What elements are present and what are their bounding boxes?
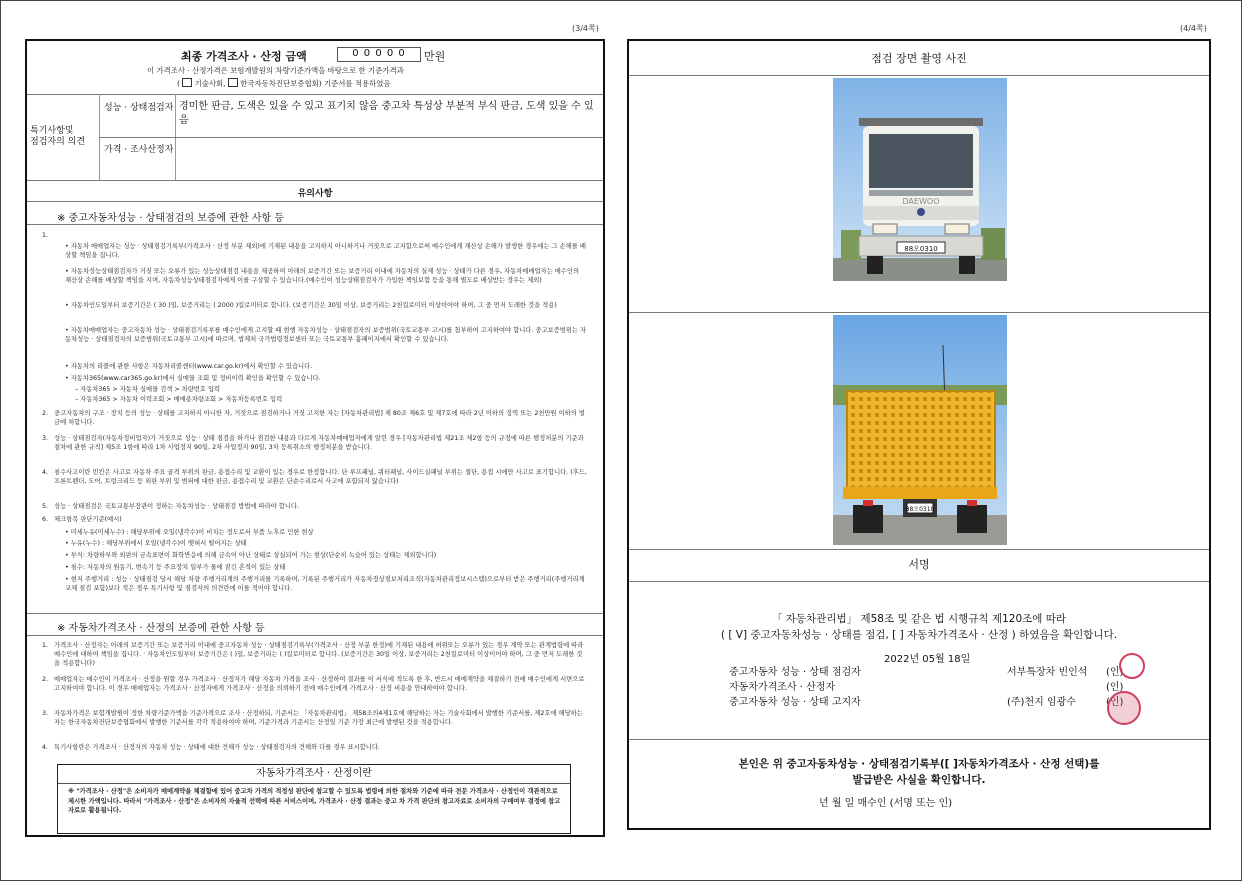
inspector-seal-mark: (인) (1106, 667, 1124, 678)
price-note-2b: 기술사회, (192, 79, 228, 88)
checkbox-tech-society[interactable] (182, 78, 192, 87)
price-note-2a: ( (177, 79, 183, 88)
list-item: • 자동차인도일부터 보증기간은 ( 30 )일, 보증거리는 ( 2000 )킬로미터로 합니다. (보증기간은 30일 이상, 보증거리는 2천킬로미터 이상이어야 하며, 그 중 먼저 도래한 것을 적용) (65, 302, 557, 309)
price-assessor-label: 가격 · 조사산정자 (104, 145, 174, 155)
checkbox-korea-association[interactable] (228, 78, 238, 87)
remarks-label-line-1: 특기사항및 (30, 126, 74, 136)
item-number: 2. (42, 410, 49, 417)
divider (27, 635, 603, 636)
section-2-title: ※ 자동차가격조사 · 산정의 보증에 관한 사항 등 (57, 623, 265, 634)
list-item: 특기사항란은 가격조사 · 산정자의 자동차 성능 · 상태에 대한 견해가 성능 · 상태점검자의 견해와 다를 경우 표시합니다. (54, 744, 380, 751)
perf-checker-label: 성능 · 상태점검자 (104, 103, 174, 113)
rear-truck-image (833, 315, 1007, 545)
divider (27, 224, 603, 225)
inspector-seal (1119, 653, 1145, 679)
rear-plate-text: 88오0310 (905, 506, 935, 513)
item-number: 1. (42, 642, 49, 649)
item-number: 3. (42, 435, 49, 442)
list-item: 체크항목 판단기준(예시) (54, 516, 122, 523)
assessor-role: 자동차가격조사 · 산정자 (729, 682, 836, 693)
notifier-name: (주)천지 임광수 (1007, 697, 1076, 708)
list-item: • 침수: 자동차의 원동기, 변속기 등 주요장치 일부가 물에 잠긴 흔적이 있는 상태 (65, 564, 286, 571)
law-statement: 「 자동차관리법」 제58조 및 같은 법 시행규칙 제120조에 따라 (771, 613, 1067, 625)
page-number-left: (3/4쪽) (572, 24, 599, 33)
price-title: 최종 가격조사 · 산정 금액 (181, 50, 307, 63)
list-item: • 누유(누수) : 해당부위에서 오일(냉각수)이 맺혀서 떨어지는 상태 (65, 540, 247, 547)
list-item: • 미세누유(미세누수) : 해당부위에 오일(냉각수)이 비치는 정도로서 부품 노후로 인한 현상 (65, 529, 314, 536)
item-number: 4. (42, 469, 49, 476)
list-item: • 자동차 매매업자는 성능 · 상태점검기록부(가격조사 · 산정 부분 제외)에 기재된 내용을 고지하지 아니하거나 거짓으로 고지함으로써 매수인에게 재산상 손해가 발생한 경우에는 그 손해를 배상할 책임을 집니다. (65, 243, 586, 260)
divider (27, 201, 603, 202)
list-item: • 자동차성능상태점검자가 거짓 또는 오류가 있는 성능상태점검 내용을 제공하여 아래의 보증기간 또는 보증거리 이내에 자동차의 실제 성능 · 상태가 다른 경우, 자동차매매업자는 매수인의 재산상 손해를 배상할 책임을 지며, 자동차성능상태점검자에게 이를 구상할 수 있습니다.(매수인이 성능상태점검자가 가입한 책임보험 등을 통해 별도로 배상받는 경우는 제외) (65, 268, 580, 285)
list-item: • 현저 주행거리 : 성능 · 상태점검 당시 해당 차량 주행거리계의 주행거리를 기록하며, 기록된 주행거리가 자동차정상점보처리조직(자동차관리정보시스템)으로부터 받은 주행거리(주행거리계 교체 점검 포함)보다 적은 경우 특기사항 및 점검자의 의견란에 이를 적어야 합니다. (65, 576, 585, 593)
item-number: 4. (42, 744, 49, 751)
front-inspection-photo (833, 78, 1007, 281)
list-item: • 자동차매매업자는 중고자동차 성능 · 상태점검기록부를 매수인에게 고지할 때 현행 자동차성능 · 상태점검자의 보증범위(국토교통부 고시)를 첨부하여 고지하여야 합니다. 중고보증범위는 자동차성능 · 상태점검자의 보증범위(국토교통부 고시)에 따르며, 법제처 국가법령정보센터 또는 국토교통부 홈페이지에서 확인할 수 있습니다. (65, 327, 587, 344)
divider (27, 94, 603, 95)
perf-checker-opinion: 경미한 판금, 도색은 있을 수 있고 표기치 않음 중고차 특성상 부분적 부식 판금, 도색 있을 수 있음 (179, 101, 594, 126)
list-item: • 자동차365(www.car365.go.kr)에서 실매물 조회 및 정비이력 확인을 확인할 수 있습니다. (65, 375, 321, 382)
signature-title: 서명 (908, 558, 930, 571)
list-item: 가격조사 · 산정자는 아래의 보증기간 또는 보증거리 이내에 중고자동차 성능 · 상태점검기록부(가격조사 · 산정 부분 한정)에 기재된 내용에 허위또는 오류가 있는 경우 계약 또는 관계법령에 따라 매수인에 대하여 책임을 집니다. · 자동차인도일부터 보증기간은 ( )일, 보증거리는 ( )킬로미터로 합니다. (보증기간은 30일 이상, 보증거리는 2천킬로미터 이상이어야 하며, 그 중 먼저 도래한 것을 적용합니다) (54, 642, 584, 668)
item-number: 3. (42, 710, 49, 717)
item-1-number: 1. (42, 232, 49, 239)
divider (27, 180, 603, 181)
receipt-statement-1: 본인은 위 중고자동차성능 · 상태점검기록부([ ]자동차가격조사 · 산정 선택)를 (738, 758, 1100, 770)
list-item: • 부식: 차량하부와 외판의 금속표면이 화학반응에 의해 금속이 아닌 상태로 상실되어 가는 현상(단순히 녹슬어 있는 상태는 제외합니다) (65, 552, 437, 559)
receipt-statement-2: 발급받은 사실을 확인합니다. (852, 774, 986, 786)
price-definition-box (57, 764, 571, 834)
divider (27, 613, 603, 614)
front-truck-image (833, 78, 1007, 281)
assessor-seal-mark: (인) (1106, 682, 1124, 693)
box-text: ※ "가격조사 · 산정"은 소비자가 매매계약을 체결함에 있어 중고차 가격의 적정성 판단에 참고할 수 있도록 법령에 의한 절차와 기준에 따라 전문 가격조사 · 산정인이 객관적으로 제시한 가액입니다. 따라서 "가격조사 · 산정"은 소비자의 자율적 선택에 따른 서비스이며, 가격조사 · 산정 결과는 중고 차 가격 판단의 참고자료로 소비자의 구매여부 결정에 참고자료로 활용됩니다. (68, 788, 561, 814)
company-seal (1107, 691, 1141, 725)
divider (99, 137, 603, 138)
divider (629, 739, 1209, 740)
list-item: 성능 · 상태점검은 국토교통부장관이 정하는 자동차성능 · 상태점검 방법에 따라야 합니다. (54, 503, 300, 510)
front-plate-text: 88오0310 (904, 245, 938, 253)
price-note-2 (177, 78, 391, 88)
price-note-2c: 한국자동차진단보증협회) 기준서를 적용하였음 (237, 79, 391, 88)
item-number: 2. (42, 676, 49, 683)
price-amount-field: 0 0 0 0 0 (337, 47, 421, 62)
truck-brand-text: DAEWOO (902, 197, 940, 206)
divider (629, 312, 1209, 313)
list-item: – 자동차365 > 자동차 실매물 검색 > 차량번호 입력 (75, 386, 221, 393)
divider (629, 549, 1209, 550)
right-form-panel (627, 39, 1211, 830)
check-statement: ( [ V] 중고자동차성능 · 상태를 점검, [ ] 자동차가격조사 · 산정 ) 하였음을 확인합니다. (720, 629, 1118, 641)
price-note-1: 이 가격조사 · 산정가격은 보험개발원의 차량기준가액을 바탕으로 한 기준가격과 (147, 66, 404, 75)
list-item: 매매업자는 매수인이 가격조사 · 산정을 원할 경우 가격조사 · 산정자가 해당 자동차 가격을 조사 · 산정하여 결과를 이 서식에 적도록 한 후, 반드시 매매계약을 체결하기 전에 매수인에게 서면으로 고지하여야 합니다. 이 경우 매매업자는 가격조사 · 산정자에게 가격조사 · 산정을 의뢰하기 전에 매수인에게 가격조사 · 산정 비용을 안내하여야 합니다. (54, 676, 585, 693)
list-item: 자동차가격은 보험개발원이 정한 차량기준가액을 기준가격으로 조사 · 산정하되, 기준서는 「자동차관리법」 제58조의4제1호에 해당하는 자는 기술사회에서 발행한 기준서를, 제2호에 해당하는 자는 한국자동차진단보증협회에서 발행한 기준서를 각각 적용하여야 하며, 기준가격과 기준서는 산정일 기준 가장 최근에 발행된 것을 적용합니다. (54, 710, 583, 727)
list-item: – 자동차365 > 자동차 이력조회 > 매매용차량조회 > 자동차등록번호 입력 (75, 396, 283, 403)
list-item: 성능 · 상태점검자(자동차정비업자)가 거짓으로 성능 · 상태 점검을 하거나 점검한 내용과 다르게 자동차매매업자에게 알린 경우 [자동차관리법 제21조 제2항 등의 규정에 따른 행정처분의 기준과 절차에 관한 규칙] 제5조 1항에 따라 1차 사업정지 90일, 2차 사업정지 90일, 3차 등록취소의 행정처분을 받습니다. (54, 435, 584, 452)
left-form-panel (25, 39, 605, 837)
caution-title: 유의사항 (297, 189, 333, 199)
buyer-signature-line[interactable]: 년 월 일 매수인 (서명 또는 인) (819, 798, 953, 809)
item-number: 6. (42, 516, 49, 523)
notifier-seal-mark: (인) (1106, 697, 1124, 708)
signature-date: 2022년 05월 18일 (884, 654, 971, 665)
remarks-label (30, 126, 85, 148)
divider (629, 75, 1209, 76)
item-number: 5. (42, 503, 49, 510)
list-item: • 자동차의 리콜에 관한 사항은 자동차리콜센터(www.car.go.kr)에서 확인할 수 있습니다. (65, 363, 313, 370)
divider (629, 581, 1209, 582)
notifier-role: 중고자동차 성능 · 상태 고지자 (729, 697, 861, 708)
list-item: 침수사고이란 빈칸은 사고로 자동차 주요 골격 부위의 판금, 용접수리 및 교환이 있는 경우로 한정합니다. 단 루프패널, 쿼터패널, 사이드실패널 부위는 절단, 용접 시에만 사고로 표기합니다. (후드, 프론트펜더, 도어, 트렁크리드 등 외판 부위 및 범퍼에 대한 판금, 용접수리 및 교환은 단순수리로서 사고에 포함되지 않습니다) (54, 469, 587, 486)
list-item: 중고자동차의 구조 · 장치 등의 성능 · 상태를 고지하지 아니한 자, 거짓으로 점검하거나 거짓 고지한 자는 [자동차관리법] 제 80조 제6호 및 제7호에 따라 2년 이하의 징역 또는 2천만원 이하의 벌금에 처합니다. (54, 410, 585, 427)
remarks-label-line-2: 점검자의 의견 (30, 137, 86, 147)
inspector-role: 중고자동차 성능 · 상태 점검자 (729, 667, 861, 678)
photos-title: 점검 장면 촬영 사진 (871, 52, 967, 65)
inspector-name: 서부특장차 빈인석 (1007, 667, 1088, 678)
section-1-title: ※ 중고자동차성능 · 상태점검의 보증에 관한 사항 등 (57, 213, 285, 224)
price-unit: 만원 (424, 50, 446, 63)
box-title: 자동차가격조사 · 산정이란 (58, 765, 570, 784)
page-number-right: (4/4쪽) (1180, 24, 1207, 33)
rear-inspection-photo (833, 315, 1007, 545)
